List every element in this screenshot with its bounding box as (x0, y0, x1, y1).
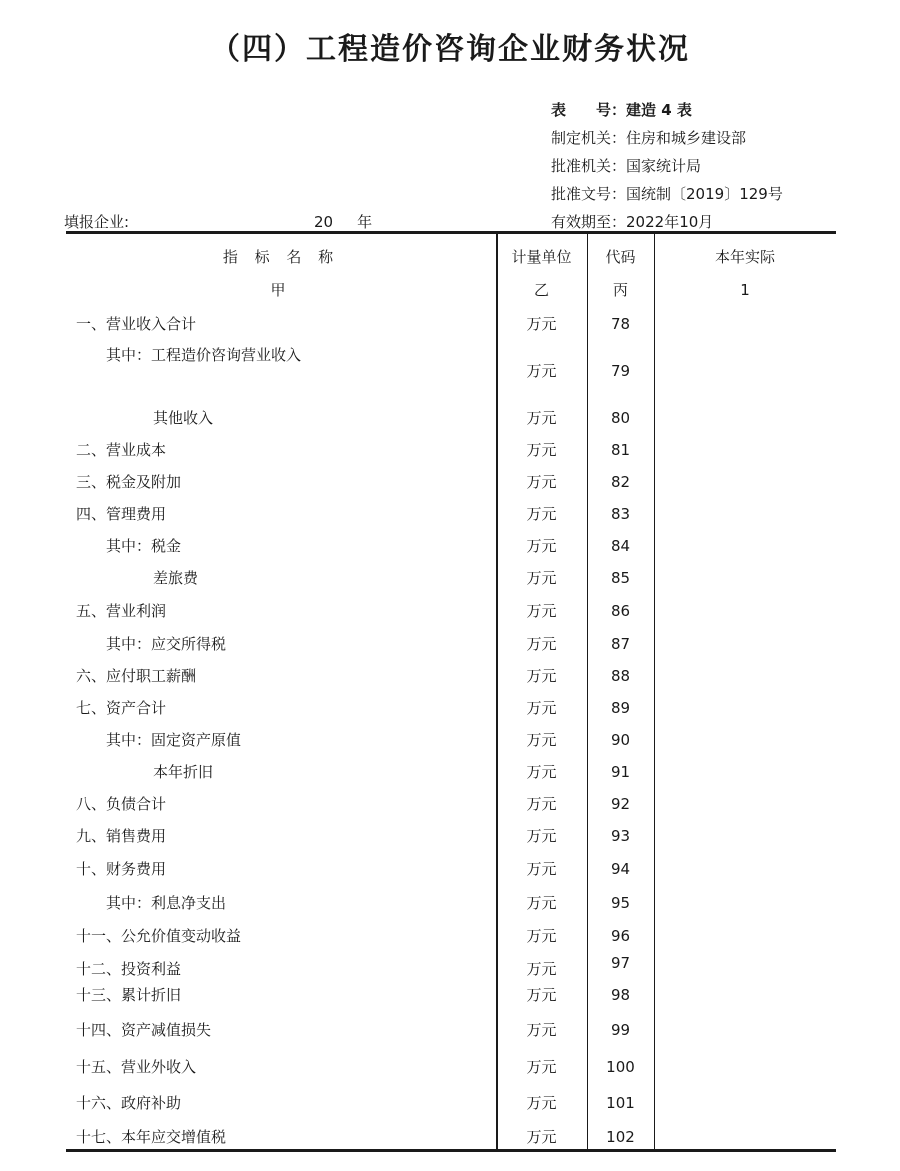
row-name: 差旅费 (153, 569, 199, 587)
subheader-value: 1 (740, 281, 750, 299)
subheader-code: 丙 (612, 281, 628, 299)
table-row (66, 888, 836, 918)
table-row (66, 596, 836, 626)
page-title: （四）工程造价咨询企业财务状况 (210, 32, 690, 67)
table-row (66, 757, 836, 787)
row-unit: 万元 (526, 505, 557, 523)
row-unit: 万元 (526, 1021, 557, 1039)
row-code: 98 (610, 986, 631, 1004)
table-row (66, 725, 836, 755)
row-unit: 万元 (526, 667, 557, 685)
row-name: 其中：工程造价咨询营业收入 (106, 346, 302, 364)
table-row (66, 629, 836, 659)
row-name: 四、管理费用 (76, 505, 167, 523)
row-name: 十二、投资利益 (76, 960, 182, 978)
row-name: 一、营业收入合计 (76, 315, 197, 333)
row-name: 其中：利息净支出 (106, 894, 227, 912)
row-name: 其中：税金 (106, 537, 182, 555)
row-name: 九、销售费用 (76, 827, 167, 845)
meta-agency (551, 124, 746, 152)
finance-table (66, 231, 836, 1152)
meta-approver-label: 批准机关： (551, 157, 627, 175)
row-name: 其中：应交所得税 (106, 635, 227, 653)
table-row (66, 309, 836, 339)
row-unit: 万元 (526, 315, 557, 333)
row-unit: 万元 (526, 894, 557, 912)
table-row (66, 499, 836, 529)
meta-agency-value: 住房和城乡建设部 (626, 129, 747, 147)
row-unit: 万元 (526, 635, 557, 653)
row-name: 十五、营业外收入 (76, 1058, 197, 1076)
row-name: 其他收入 (153, 409, 214, 427)
year-prefix: 20 (314, 213, 334, 231)
table-subheader (66, 275, 836, 305)
row-code: 85 (610, 569, 631, 587)
row-unit: 万元 (526, 1058, 557, 1076)
row-code: 93 (610, 827, 631, 845)
meta-doc-no-label: 批准文号： (551, 185, 627, 203)
row-unit: 万元 (526, 362, 557, 380)
row-code: 101 (606, 1094, 635, 1112)
row-code: 100 (606, 1058, 635, 1076)
row-name: 十、财务费用 (76, 860, 167, 878)
meta-doc-no (551, 180, 783, 208)
row-name: 本年折旧 (153, 763, 214, 781)
table-row (66, 1088, 836, 1118)
row-unit: 万元 (526, 731, 557, 749)
row-name: 十四、资产减值损失 (76, 1021, 212, 1039)
row-unit: 万元 (526, 927, 557, 945)
table-row (66, 467, 836, 497)
row-name: 八、负债合计 (76, 795, 167, 813)
row-code: 95 (610, 894, 631, 912)
row-code: 82 (610, 473, 631, 491)
row-code: 78 (610, 315, 631, 333)
meta-table-no-value: 建造 4 表 (626, 101, 692, 119)
row-unit: 万元 (526, 1128, 557, 1146)
row-code: 88 (610, 667, 631, 685)
row-unit: 万元 (526, 827, 557, 845)
table-row (66, 563, 836, 593)
row-code: 91 (610, 763, 631, 781)
header-code: 代码 (605, 248, 636, 266)
row-unit: 万元 (526, 795, 557, 813)
table-header (66, 242, 836, 272)
row-code: 84 (610, 537, 631, 555)
row-code: 97 (610, 954, 631, 972)
table-row (66, 1052, 836, 1082)
row-name: 五、营业利润 (76, 602, 167, 620)
row-code: 86 (610, 602, 631, 620)
row-unit: 万元 (526, 960, 557, 978)
year-suffix: 年 (357, 213, 373, 231)
row-code: 80 (610, 409, 631, 427)
meta-doc-no-value: 国统制〔2019〕129号 (626, 185, 783, 203)
meta-agency-label: 制定机关： (551, 129, 627, 147)
row-code: 94 (610, 860, 631, 878)
meta-table-no (551, 96, 692, 124)
table-row (66, 435, 836, 465)
row-code: 87 (610, 635, 631, 653)
row-code: 96 (610, 927, 631, 945)
row-code: 102 (606, 1128, 635, 1146)
subheader-name: 甲 (270, 281, 292, 299)
filler-label: 填报企业: (64, 213, 130, 231)
meta-valid-label: 有效期至： (551, 213, 627, 231)
table-row (66, 403, 836, 433)
row-name: 十三、累计折旧 (76, 986, 182, 1004)
table-row (66, 531, 836, 561)
row-name: 十一、公允价值变动收益 (76, 927, 242, 945)
row-unit: 万元 (526, 537, 557, 555)
table-row (66, 693, 836, 723)
row-unit: 万元 (526, 409, 557, 427)
row-unit: 万元 (526, 699, 557, 717)
subheader-unit: 乙 (533, 281, 549, 299)
row-name: 三、税金及附加 (76, 473, 182, 491)
row-name: 二、营业成本 (76, 441, 167, 459)
row-code: 81 (610, 441, 631, 459)
table-row (66, 854, 836, 884)
row-name: 十七、本年应交增值税 (76, 1128, 227, 1146)
row-name: 十六、政府补助 (76, 1094, 182, 1112)
row-unit: 万元 (526, 763, 557, 781)
table-row (66, 789, 836, 819)
header-name: 指 标 名 称 (222, 248, 340, 266)
meta-table-no-label: 表 号： (551, 101, 627, 119)
row-code: 92 (610, 795, 631, 813)
table-row (66, 1015, 836, 1045)
table-row (66, 980, 836, 1010)
table-row (66, 661, 836, 691)
row-code: 99 (610, 1021, 631, 1039)
header-unit: 计量单位 (511, 248, 572, 266)
header-value: 本年实际 (714, 248, 775, 266)
table-row (66, 1122, 836, 1152)
row-unit: 万元 (526, 441, 557, 459)
meta-approver-value: 国家统计局 (626, 157, 702, 175)
row-code: 83 (610, 505, 631, 523)
table-row (66, 921, 836, 951)
table-row (66, 356, 836, 386)
table-row (66, 821, 836, 851)
row-unit: 万元 (526, 1094, 557, 1112)
meta-valid-value: 2022年10月 (626, 213, 714, 231)
row-unit: 万元 (526, 473, 557, 491)
meta-approver (551, 152, 701, 180)
row-unit: 万元 (526, 986, 557, 1004)
row-name: 其中：固定资产原值 (106, 731, 242, 749)
row-unit: 万元 (526, 602, 557, 620)
table-row-code (66, 948, 836, 978)
row-code: 90 (610, 731, 631, 749)
row-name: 七、资产合计 (76, 699, 167, 717)
row-name: 六、应付职工薪酬 (76, 667, 197, 685)
row-unit: 万元 (526, 860, 557, 878)
row-code: 79 (610, 362, 631, 380)
row-unit: 万元 (526, 569, 557, 587)
row-code: 89 (610, 699, 631, 717)
